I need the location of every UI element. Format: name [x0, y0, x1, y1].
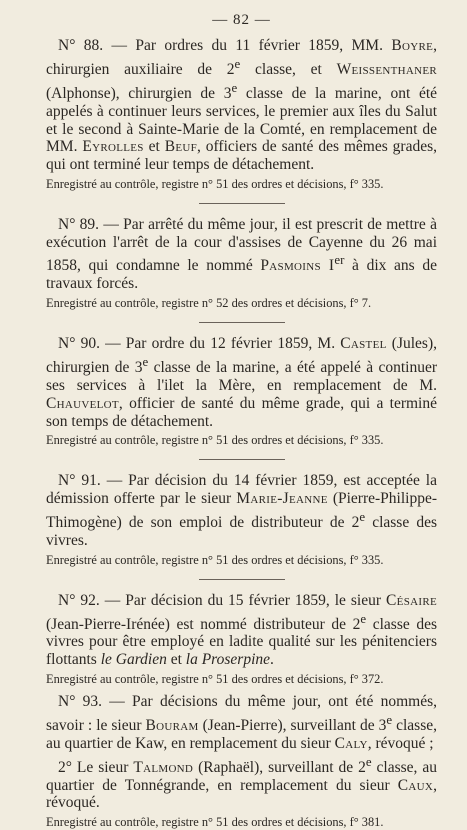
person-name: Chauvelot	[46, 394, 119, 412]
entry-90	[46, 335, 437, 448]
separator-rule	[199, 322, 285, 323]
entry-91-text: N° 91. — Par décision du 14 février 1859, est acceptée la démission offerte par le sieur Marie-Jeanne (Pierre-Philippe-Thimogène) de son emploi de distributeur de 2e classe des vivres.	[46, 472, 438, 549]
person-name: Boyre	[391, 37, 434, 54]
entry-92-text: N° 92. — Par décision du 15 février 1859, le sieur Césaire (Jean-Pierre-Irénée) est nommé distributeur de 2e classe des vivres pour être employé en ladite qualité sur les pénitenciers flottants le Gardien et la Proserpine.	[46, 591, 437, 669]
entry-88	[46, 37, 437, 192]
person-name: Caly	[334, 734, 368, 752]
person-name: Talmond	[133, 758, 194, 776]
entry-89-text: N° 89. — Par arrêté du même jour, il est prescrit de mettre à exécution l'arrêt de la cour d'assises de Cayenne du 26 mai 1858, qui condamne le nommé Pasmoins Ier à dix ans de travaux forcés.	[46, 215, 438, 293]
separator-rule	[199, 579, 285, 580]
register-note: Enregistré au contrôle, registre n° 51 des ordres et décisions, f° 372.	[46, 672, 384, 687]
person-name: Marie-Jeanne	[236, 490, 328, 508]
entry-93-text: N° 93. — Par décisions du même jour, ont été nommés, savoir : le sieur Bouram (Jean-Pierre), surveillant de 3e classe, au quartier de Kaw, en remplacement du sieur Caly, révoqué ;	[46, 693, 437, 752]
person-name: Eyrolles	[82, 138, 144, 156]
entry-93	[46, 693, 437, 830]
entry-93-subitem: 2° Le sieur Talmond (Raphaël), surveillant de 2e classe, au quartier de Tonnégrande, en remplacement du sieur Caux, révoqué.	[46, 753, 438, 812]
register-note: Enregistré au contrôle, registre n° 51 des ordres et décisions, f° 335.	[46, 176, 384, 191]
ship-name: le Gardien	[100, 651, 167, 669]
person-name: Bouram	[145, 717, 199, 735]
register-note: Enregistré au contrôle, registre n° 51 des ordres et décisions, f° 381.	[46, 815, 384, 830]
entry-88-text: N° 88. — Par ordres du 11 février 1859, MM. Boyre, chirurgien auxiliaire de 2e classe, et Weissenthaner (Alphonse), chirurgien de 3e classe de la marine, ont été appelés à continuer leurs services, le premier aux îles du Salut et le second à Sainte-Marie de la Comté, en remplacement de MM. Eyrolles et Beuf, officiers de santé des mêmes grades, qui ont terminé leur temps de détachement.	[46, 37, 438, 174]
separator-rule	[199, 459, 285, 460]
register-note: Enregistré au contrôle, registre n° 51 des ordres et décisions, f° 335.	[46, 552, 384, 567]
entry-91	[46, 472, 437, 567]
entry-90-text: N° 90. — Par ordre du 12 février 1859, M. Castel (Jules), chirurgien de 3e classe de la marine, a été appelé à continuer ses services à l'ilet la Mère, en remplacement de M. Chauvelot, officier de santé du même grade, qui a terminé son temps de détachement.	[46, 335, 437, 430]
person-name: Beuf	[164, 138, 198, 156]
ship-name: la Proserpine	[185, 651, 271, 669]
separator-rule	[199, 203, 285, 204]
entry-number: N° 90.	[58, 335, 100, 353]
person-name: Césaire	[386, 591, 437, 609]
entry-number: N° 93.	[58, 693, 103, 711]
person-name: Pasmoins I	[260, 257, 335, 275]
person-name: Caux	[397, 776, 434, 794]
page-number: — 82 —	[212, 12, 271, 28]
entry-92	[46, 592, 437, 687]
person-name: Weissenthaner	[336, 60, 437, 78]
entry-number: N° 88.	[58, 37, 104, 54]
register-note: Enregistré au contrôle, registre n° 51 des ordres et décisions, f° 335.	[46, 433, 384, 448]
register-note: Enregistré au contrôle, registre n° 52 des ordres et décisions, f° 7.	[46, 296, 372, 311]
entry-number: N° 92.	[58, 591, 100, 609]
entry-number: N° 89.	[58, 215, 100, 233]
person-name: Castel	[340, 335, 387, 353]
entry-number: N° 91.	[58, 472, 101, 490]
entry-89	[46, 216, 437, 311]
